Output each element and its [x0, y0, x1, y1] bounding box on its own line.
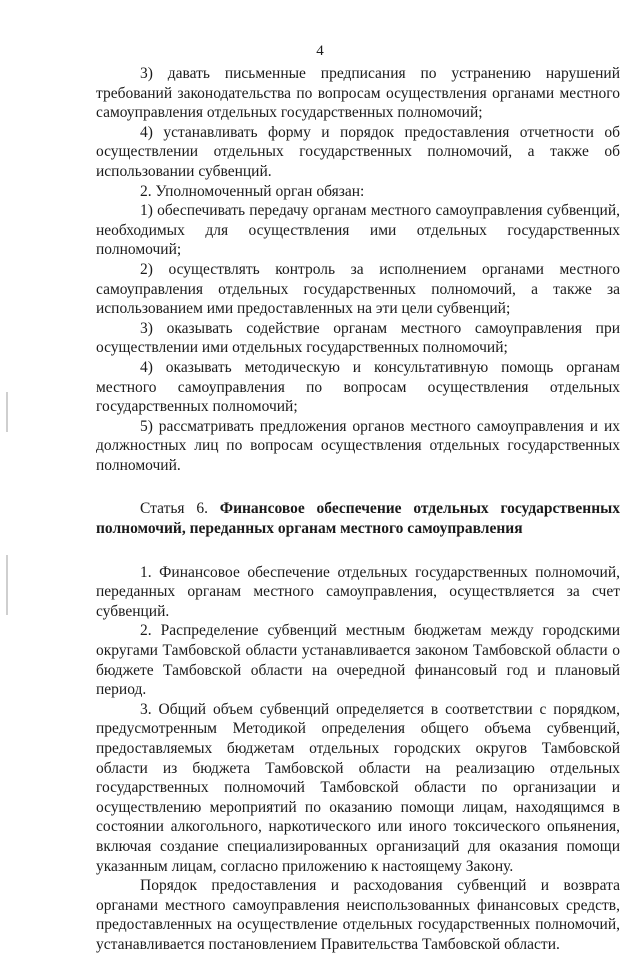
article-number: Статья 6.: [140, 500, 208, 518]
article-heading: [96, 499, 620, 538]
paragraph: 2) осуществлять контроль за исполнением органами местного самоуправления отдельных государственных полномочий, а также за использованием ими предоставленных на эти цели субвенций;: [96, 260, 620, 318]
scan-margin-mark: [6, 392, 8, 432]
paragraph: 4) оказывать методическую и консультативную помощь органам местного самоуправления по вопросам осуществления отдельных государственных полномочий;: [96, 358, 620, 416]
paragraph: 1) обеспечивать передачу органам местного самоуправления субвенций, необходимых для осуществления ими отдельных государственных полномочий;: [96, 202, 620, 259]
paragraph: 5) рассматривать предложения органов местного самоуправления и их должностных лиц по вопросам осуществления отдельных государственных полномочий.: [96, 417, 620, 474]
paragraph: 3) оказывать содействие органам местного самоуправления при осуществлении ими отдельных государственных полномочий;: [96, 319, 620, 357]
paragraph: 3) давать письменные предписания по устранению нарушений требований законодательства по вопросам осуществления органами местного самоуправления отдельных государственных полномочий;: [96, 65, 620, 122]
paragraph: 2. Распределение субвенций местным бюджетам между городскими округами Тамбовской области устанавливается законом Тамбовской области о бюджете Тамбовской области на очередной финансовый год и плановый период.: [96, 622, 620, 699]
paragraph: 2. Уполномоченный орган обязан:: [140, 182, 365, 200]
page-number: 4: [316, 43, 324, 59]
paragraph: 1. Финансовое обеспечение отдельных государственных полномочий, переданных органам местного самоуправления, осуществляется за счет субвенций.: [96, 563, 620, 620]
paragraph: 4) устанавливать форму и порядок предоставления отчетности об осуществлении отдельных государственных полномочий, а также об использовании субвенций.: [96, 123, 620, 180]
document-body: [96, 64, 620, 955]
paragraph: Порядок предоставления и расходования субвенций и возврата органами местного самоуправления неиспользованных финансовых средств, предоставленных на осуществление отдельных государственных полномочий, устанавливается постановлением Правительства Тамбовской области.: [96, 877, 620, 953]
article-title: Финансовое обеспечение отдельных государственных полномочий, переданных органам местного самоуправления: [96, 500, 620, 538]
scan-margin-mark: [6, 555, 8, 615]
paragraph: 3. Общий объем субвенций определяется в соответствии с порядком, предусмотренным Методикой определения общего объема субвенций, предоставляемых бюджетам отдельных городских округов Тамбовской области из бюджета Тамбовской области на реализацию отдельных государственных полномочий Тамбовской области по организации и осуществлению мероприятий по оказанию помощи лицам, находящимся в состоянии алкогольного, наркотического или иного токсического опьянения, включая создание специализированных организаций для оказания помощи указанным лицам, согласно приложению к настоящему Закону.: [96, 700, 620, 875]
